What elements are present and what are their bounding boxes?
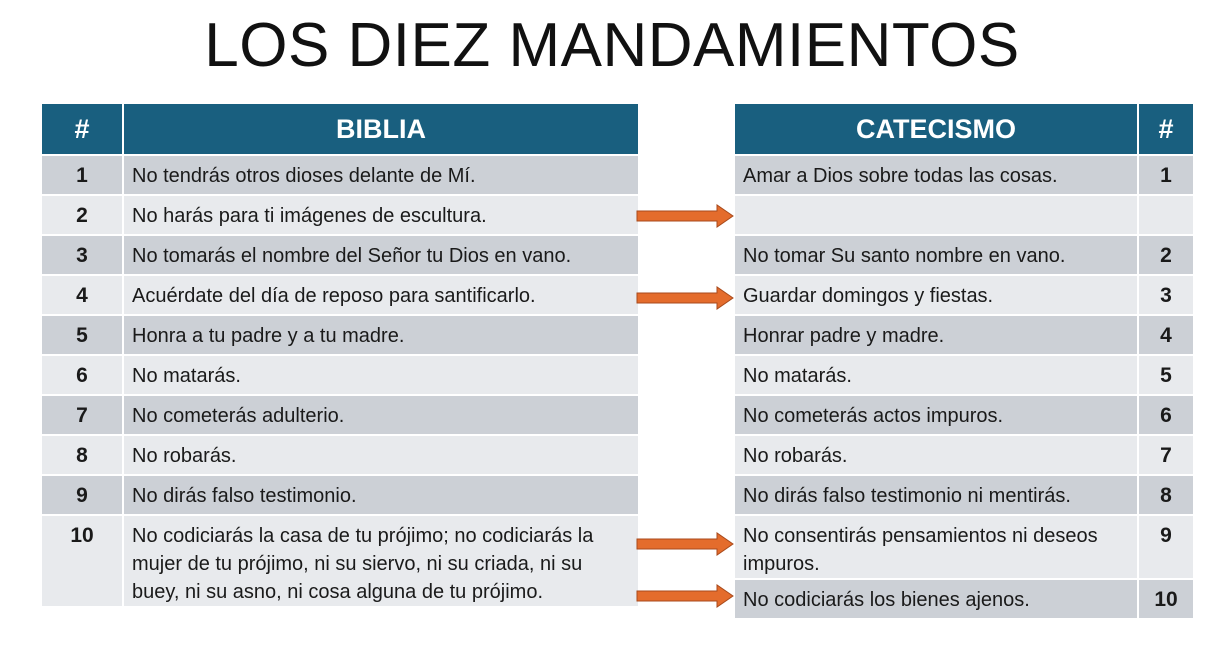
biblia-row-num: 5 <box>42 316 122 354</box>
page-title: LOS DIEZ MANDAMIENTOS <box>204 11 1020 80</box>
catecismo-row-text: Amar a Dios sobre todas las cosas. <box>735 156 1137 194</box>
catecismo-row-text: No tomar Su santo nombre en vano. <box>735 236 1137 274</box>
catecismo-row-num: 10 <box>1139 580 1193 618</box>
arrow-right-icon <box>637 205 733 227</box>
biblia-row-text: Acuérdate del día de reposo para santificarlo. <box>124 276 638 314</box>
biblia-row-num: 3 <box>42 236 122 274</box>
catecismo-row-num: 4 <box>1139 316 1193 354</box>
catecismo-row-text: Honrar padre y madre. <box>735 316 1137 354</box>
biblia-row-text: No codiciarás la casa de tu prójimo; no codiciarás la mujer de tu prójimo, ni su siervo, ni su criada, ni su buey, ni su asno, ni cosa alguna de tu prójimo. <box>124 516 638 606</box>
biblia-row-num: 4 <box>42 276 122 314</box>
biblia-row-text: No dirás falso testimonio. <box>124 476 638 514</box>
catecismo-row-num: 3 <box>1139 276 1193 314</box>
biblia-row-text: No harás para ti imágenes de escultura. <box>124 196 638 234</box>
catecismo-row-text: No matarás. <box>735 356 1137 394</box>
biblia-row-text: Honra a tu padre y a tu madre. <box>124 316 638 354</box>
catecismo-row-num: 9 <box>1139 516 1193 578</box>
biblia-row-text: No matarás. <box>124 356 638 394</box>
catecismo-row-text: No consentirás pensamientos ni deseos impuros. <box>735 516 1137 578</box>
catecismo-row-text: Guardar domingos y fiestas. <box>735 276 1137 314</box>
arrow-right-icon <box>637 533 733 555</box>
biblia-row-num: 7 <box>42 396 122 434</box>
arrow-right-icon <box>637 585 733 607</box>
catecismo-row-num: 1 <box>1139 156 1193 194</box>
biblia-row-num: 6 <box>42 356 122 394</box>
catecismo-row-text: No codiciarás los bienes ajenos. <box>735 580 1137 618</box>
arrow-right-icon <box>637 287 733 309</box>
catecismo-header-num: # <box>1139 104 1193 154</box>
catecismo-row-num: 7 <box>1139 436 1193 474</box>
catecismo-row-text: No robarás. <box>735 436 1137 474</box>
biblia-row-num: 8 <box>42 436 122 474</box>
catecismo-row-text: No cometerás actos impuros. <box>735 396 1137 434</box>
catecismo-row-num: 8 <box>1139 476 1193 514</box>
catecismo-row-num: 2 <box>1139 236 1193 274</box>
biblia-row-num: 1 <box>42 156 122 194</box>
biblia-row-text: No tendrás otros dioses delante de Mí. <box>124 156 638 194</box>
biblia-row-num: 9 <box>42 476 122 514</box>
biblia-row-num: 10 <box>42 516 122 606</box>
catecismo-row-num: 6 <box>1139 396 1193 434</box>
catecismo-row-text: No dirás falso testimonio ni mentirás. <box>735 476 1137 514</box>
biblia-row-text: No cometerás adulterio. <box>124 396 638 434</box>
catecismo-header-title: CATECISMO <box>735 104 1137 154</box>
biblia-header-num: # <box>42 104 122 154</box>
biblia-row-num: 2 <box>42 196 122 234</box>
biblia-row-text: No tomarás el nombre del Señor tu Dios en vano. <box>124 236 638 274</box>
biblia-header-title: BIBLIA <box>124 104 638 154</box>
biblia-row-text: No robarás. <box>124 436 638 474</box>
catecismo-row-num: 5 <box>1139 356 1193 394</box>
